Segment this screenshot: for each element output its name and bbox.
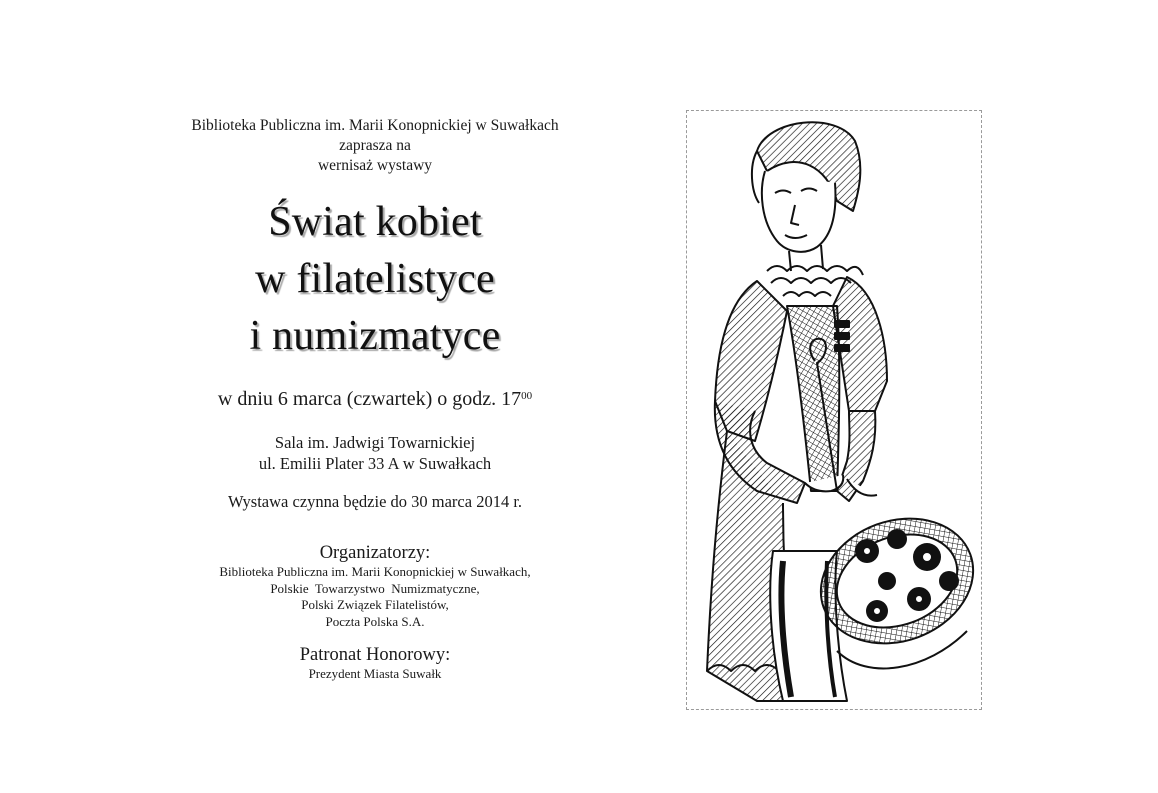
venue-hall: Sala im. Jadwigi Towarnickiej (274, 433, 476, 452)
organizer-item: Polskie Towarzystwo Numizmatyczne, (270, 580, 480, 596)
intro-block (150, 116, 600, 176)
date-minutes: 00 (521, 390, 533, 402)
event-date (150, 387, 600, 411)
patronage-name: Prezydent Miasta Suwałk (308, 666, 442, 681)
venue-block (150, 432, 600, 474)
invites-line: zaprasza na (339, 137, 411, 154)
organizers-list (150, 564, 600, 630)
portrait-of-woman-drawing-icon (687, 111, 981, 709)
organizers-heading: Organizatorzy: (319, 543, 431, 563)
organizer-item: Biblioteka Publiczna im. Marii Konopnickiej w Suwałkach, (219, 564, 531, 579)
organizer-item: Polski Związek Filatelistów, (301, 597, 449, 612)
event-line: wernisaż wystawy (317, 157, 433, 174)
title-line-1: Świat kobiet (268, 199, 482, 245)
patronage-heading: Patronat Honorowy: (299, 645, 451, 665)
date-text: w dniu 6 marca (czwartek) o godz. 17 (217, 388, 522, 410)
invitation-text (150, 116, 600, 682)
host-line: Biblioteka Publiczna im. Marii Konopnickiej w Suwałkach (191, 117, 559, 134)
title-line-2: w filatelistyce (255, 256, 495, 302)
open-until: Wystawa czynna będzie do 30 marca 2014 r. (227, 492, 523, 511)
venue-address: ul. Emilii Plater 33 A w Suwałkach (258, 454, 492, 473)
title-line-3: i numizmatyce (249, 313, 501, 359)
organizer-item: Poczta Polska S.A. (325, 613, 425, 629)
illustration-frame (686, 110, 982, 710)
exhibition-title (150, 194, 600, 365)
